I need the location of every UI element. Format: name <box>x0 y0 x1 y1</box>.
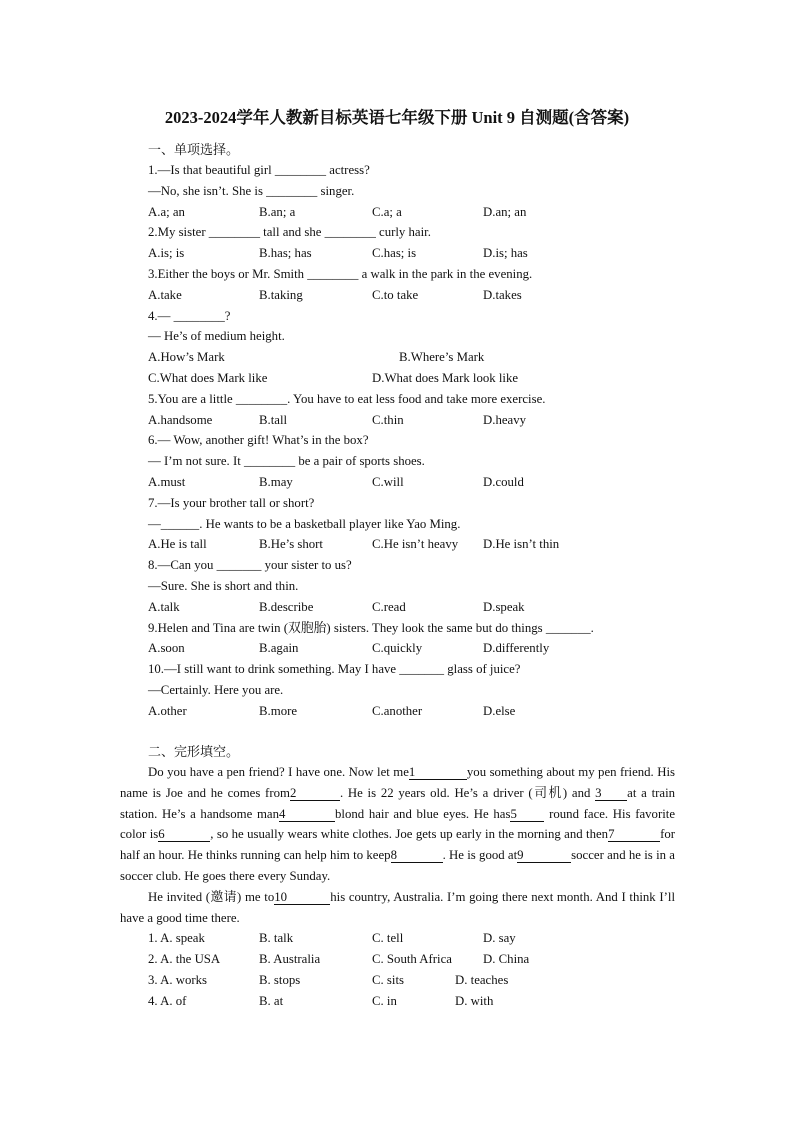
question-6-line-2: — I’m not sure. It ________ be a pair of sports shoes. <box>148 454 425 469</box>
option-d: D.differently <box>483 641 550 656</box>
option-a: A.handsome <box>148 412 213 427</box>
option-b: B. stops <box>259 972 301 987</box>
option-b: B.taking <box>259 287 303 302</box>
option-c: C. tell <box>372 931 404 946</box>
option-a: A.must <box>148 474 186 489</box>
option-c: C.read <box>372 599 406 614</box>
options-4-row-1 <box>148 347 688 368</box>
blank-3: 3 <box>595 786 627 801</box>
option-a: 3. A. works <box>148 972 208 987</box>
option-d: D.heavy <box>483 412 526 427</box>
question-8-line-2: —Sure. She is short and thin. <box>148 578 299 593</box>
question-6: 6.— Wow, another gift! What’s in the box? <box>148 433 369 448</box>
question-7: 7.—Is your brother tall or short? <box>148 495 315 510</box>
cloze-text: you something about my pen friend. His name is Joe and he comes from <box>120 765 675 800</box>
options-9 <box>148 638 688 659</box>
question-1-line-2: —No, she isn’t. She is ________ singer. <box>148 183 355 198</box>
question-4: 4.— ________? <box>148 308 231 323</box>
option-a: A.is; is <box>148 246 185 261</box>
option-d: D.could <box>483 474 524 489</box>
option-c: C.quickly <box>372 641 423 656</box>
option-b: B. talk <box>259 931 294 946</box>
option-b: B.describe <box>259 599 314 614</box>
option-d: D.is; has <box>483 246 528 261</box>
options-5 <box>148 410 688 431</box>
blank-6: 6 <box>158 827 210 842</box>
question-4-line-2: — He’s of medium height. <box>148 329 285 344</box>
option-c: C.What does Mark like <box>148 370 268 385</box>
option-b: B.has; has <box>259 246 312 261</box>
option-b: B. Australia <box>259 952 321 967</box>
option-d: D. China <box>483 952 530 967</box>
option-a: 1. A. speak <box>148 931 205 946</box>
options-10 <box>148 701 688 722</box>
cloze-text: blond hair and blue eyes. He has <box>335 806 511 821</box>
option-d: D.He isn’t thin <box>483 537 560 552</box>
blank-4: 4 <box>279 807 335 822</box>
blank-2: 2 <box>290 786 340 801</box>
cloze-options-2 <box>148 949 675 970</box>
section-cloze <box>120 741 675 1012</box>
option-d: D. say <box>483 931 516 946</box>
option-c: C. South Africa <box>372 952 452 967</box>
cloze-text: . He is good at <box>442 848 518 863</box>
cloze-text: soccer and he is in a soccer club. He goes there every Sunday. <box>120 848 675 883</box>
cloze-text: Do you have a pen friend? I have one. Now let me <box>148 765 409 779</box>
option-b: B.He’s short <box>259 537 323 552</box>
blank-1: 1 <box>409 765 467 780</box>
option-b: B.again <box>259 641 299 656</box>
option-c: C.to take <box>372 287 419 302</box>
question-9: 9.Helen and Tina are twin (双胞胎) sisters. They look the same but do things _______. <box>148 620 594 635</box>
blank-7: 7 <box>608 827 660 842</box>
option-b: B.an; a <box>259 204 296 219</box>
blank-10: 10 <box>274 890 330 905</box>
option-a: A.other <box>148 703 187 718</box>
option-c: C.has; is <box>372 246 417 261</box>
option-a: 4. A. of <box>148 993 187 1008</box>
option-c: C.thin <box>372 412 404 427</box>
question-3: 3.Either the boys or Mr. Smith ________ a walk in the park in the evening. <box>148 266 533 281</box>
option-d: D.What does Mark look like <box>372 370 519 385</box>
options-7 <box>148 534 688 555</box>
blank-5: 5 <box>510 807 544 822</box>
option-d: D.else <box>483 703 516 718</box>
option-b: B.more <box>259 703 298 718</box>
cloze-text: . He is 22 years old. He’s a driver (司机) and <box>339 785 591 800</box>
option-b: B.may <box>259 474 293 489</box>
blank-8: 8 <box>391 848 443 863</box>
options-8 <box>148 597 688 618</box>
options-1 <box>148 202 688 223</box>
option-a: A.talk <box>148 599 180 614</box>
option-c: C. in <box>372 993 397 1008</box>
section-heading: 一、单项选择。 <box>148 142 240 157</box>
question-8: 8.—Can you _______ your sister to us? <box>148 558 352 573</box>
cloze-text: round face. His favorite color is <box>120 806 676 842</box>
cloze-text: , so he usually wears white clothes. Joe gets up early in the morning and then <box>210 827 609 842</box>
option-d: D.an; an <box>483 204 527 219</box>
option-b: B. at <box>259 993 284 1008</box>
question-1: 1.—Is that beautiful girl ________ actress? <box>148 163 370 177</box>
option-a: A.soon <box>148 641 185 656</box>
options-6 <box>148 472 688 493</box>
options-4-row-2 <box>148 368 688 389</box>
option-d: D. with <box>455 993 494 1008</box>
option-b: B.tall <box>259 412 288 427</box>
option-c: C. sits <box>372 972 405 987</box>
question-10-line-2: —Certainly. Here you are. <box>148 682 284 697</box>
option-a: 2. A. the USA <box>148 952 221 967</box>
options-3 <box>148 285 688 306</box>
cloze-text: He invited (邀请) me to <box>148 889 275 904</box>
option-a: A.take <box>148 287 182 302</box>
section-heading: 二、完形填空。 <box>148 744 240 759</box>
cloze-options-3 <box>148 970 675 991</box>
option-c: C.a; a <box>372 204 402 219</box>
blank-9: 9 <box>517 848 571 863</box>
options-2 <box>148 243 688 264</box>
cloze-options-1 <box>148 928 675 949</box>
option-d: D. teaches <box>455 972 509 987</box>
cloze-text: at a train station. He’s a handsome man <box>120 785 676 821</box>
option-c: C.will <box>372 474 404 489</box>
cloze-paragraph-2 <box>120 887 675 929</box>
question-2: 2.My sister ________ tall and she ________ curly hair. <box>148 225 431 240</box>
question-5: 5.You are a little ________. You have to eat less food and take more exercise. <box>148 391 546 406</box>
section-multiple-choice <box>148 139 688 722</box>
question-7-line-2: —______. He wants to be a basketball player like Yao Ming. <box>148 516 461 531</box>
cloze-text: his country, Australia. I’m going there next month. And I think I’ll have a good time there. <box>120 889 676 925</box>
option-a: A.How’s Mark <box>148 350 225 365</box>
cloze-paragraph-1 <box>120 762 675 887</box>
page-title: 2023-2024学年人教新目标英语七年级下册 Unit 9 自测题(含答案) <box>164 108 630 127</box>
option-a: A.He is tall <box>148 537 207 552</box>
cloze-text: for half an hour. He thinks running can help him to keep <box>120 827 675 863</box>
option-b: B.Where’s Mark <box>399 350 485 365</box>
option-d: D.takes <box>483 287 522 302</box>
option-c: C.He isn’t heavy <box>372 537 459 552</box>
option-c: C.another <box>372 703 423 718</box>
question-10: 10.—I still want to drink something. May I have _______ glass of juice? <box>148 662 521 677</box>
option-d: D.speak <box>483 599 525 614</box>
cloze-options-4 <box>148 991 675 1012</box>
option-a: A.a; an <box>148 204 185 219</box>
